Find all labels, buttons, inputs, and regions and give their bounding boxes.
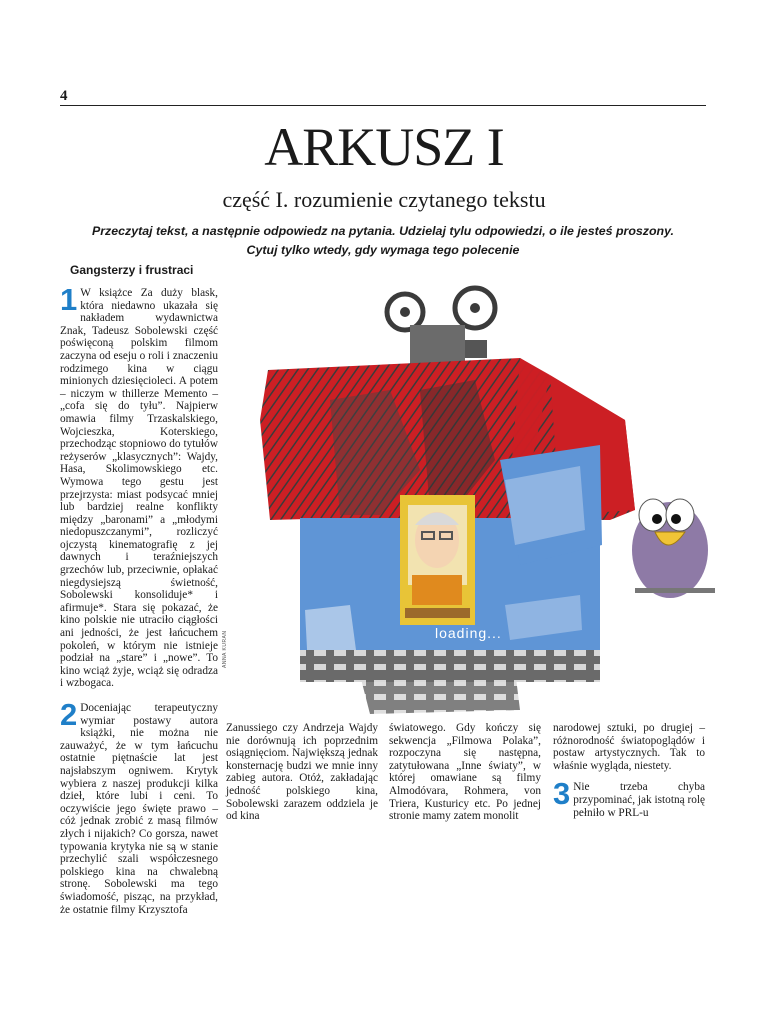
paragraph-2 (60, 697, 218, 916)
paragraph-1 (60, 282, 218, 690)
article-heading: Gangsterzy i frustraci (70, 263, 194, 277)
paragraph-1-text: W książce Za duży blask, która niedawno ukazała się nakładem wydawnictwa Znak, Tadeusz Sobolewski część poświęconą polskim filmom zaczyna od eseju o roli i znaczeniu rodzimego kina w ciągu minionych dziesięcioleci. A potem – niczym w thillerze Memento – „cofa się do tyłu”. Najpierw omawia filmy Trzaskalskiego, Wojcieszka, Koterskiego, przechodząc stopniowo do tytułów reżyserów „klasycznych”: Wajdy, Hasa, Skolimowskiego etc. Wymowa tego gestu jest przejrzysta: miast podsycać mniej lub bardziej realne konflikty między „baronami” a „młodymi niedopuszczanymi”, rozliczyć ojczystą kinematografię z jej dawnych i teraźniejszych grzechów lub, przeciwnie, opłakać niegdysiejszą świetność, Sobolewski konsoliduje* i afirmuje*. Stara się pokazać, że kino polskie nie utraciło ciągłości ani jedności, że jest łańcuchem pokoleń, w którym nie istnieje podział na „stare” i „nowe”. To kino wciąż żyje, wciąż się odradza i wzbogaca. (60, 287, 218, 690)
paragraph-number-3: 3 (553, 776, 571, 812)
article-column-3 (389, 722, 541, 823)
paragraph-2-text-part-3: światowego. Gdy kończy się sekwencja „Filmowa Polaka”, rozpoczyna się następna, zatytułowana „Inne światy”, w której omawiane są filmy Almodóvara, Rohmera, von Triera, Kusturicy etc. Po jednej stronie mamy zatem monolit (389, 722, 541, 823)
page-subtitle: część I. rozumienie czytanego tekstu (222, 187, 546, 212)
instructions (60, 222, 706, 260)
house-collage-illustration (230, 270, 730, 715)
page-title: ARKUSZ I (264, 117, 504, 177)
top-rule (60, 105, 706, 106)
article-column-2 (226, 722, 378, 823)
paragraph-number-1: 1 (60, 282, 78, 317)
paragraph-2-text-part-1: Doceniając terapeutyczny wymiar postawy autora książki, nie można nie zauważyć, że w tym łańcuchu ostatnie piętnaście lat jest najsłabszym ogniwem. Krytyk wybiera z naszej produkcji kilka dzieł, które lubi i ceni. To oczywiście jego święte prawo – cóż jednak zrobić z masą filmów złych i nijakich? Co gorsza, nawet typowania krytyka nie są w stanie przechylić szali współczesnego polskiego kina na chwalebną stronę. Sobolewski ma tego świadomość, pisząc, na przykład, że ostatnie filmy Krzysztofa (60, 702, 218, 916)
page-number: 4 (60, 88, 68, 104)
paragraph-2-text-part-2: Zanussiego czy Andrzeja Wajdy nie dorównują ich poprzednim osiągnięciom. Największą jednak konsternację budzi we mnie inny zabieg autora. Otóż, zakładając jedność polskiego kina, Sobolewski zarazem oddziela je od kina (226, 722, 378, 823)
illustration-credit: ANNA KURAN (222, 630, 228, 668)
paragraph-2-text-part-4: narodowej sztuki, po drugiej – różnorodność światopoglądów i postaw artystycznych. Tak to właśnie wygląda, niestety. (553, 722, 705, 772)
paragraph-number-2: 2 (60, 697, 78, 732)
paragraph-3 (553, 776, 706, 819)
bird-icon (632, 499, 715, 598)
instruction-line-1: Przeczytaj tekst, a następnie odpowiedz na pytania. Udzielaj tylu odpowiedzi, o ile jesteś proszony. (91, 224, 675, 238)
screen-text: loading... (435, 625, 502, 641)
portrait-card (400, 495, 475, 625)
article-column-4 (553, 722, 705, 819)
article-column-1 (60, 282, 218, 916)
paragraph-3-text: Nie trzeba chyba przypominać, jak istotną rolę pełniło w PRL-u (573, 781, 706, 819)
instruction-line-2: Cytuj tylko wtedy, gdy wymaga tego polecenie (246, 243, 520, 257)
